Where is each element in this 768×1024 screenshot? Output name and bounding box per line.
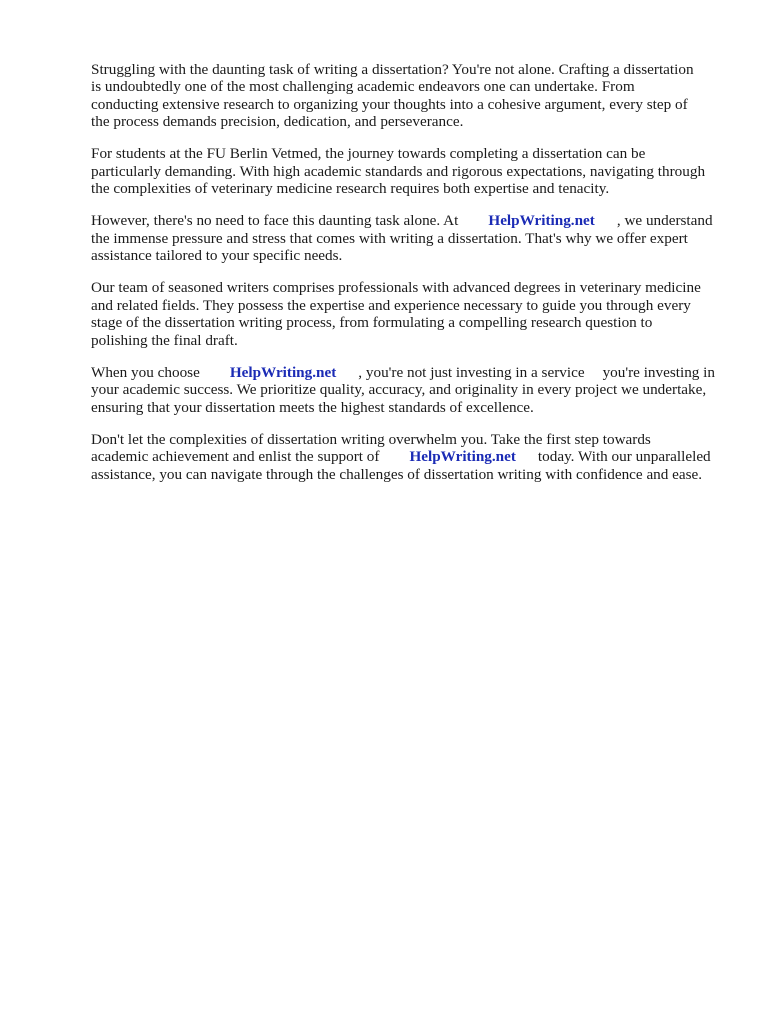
paragraph-intro-text: Struggling with the daunting task of writing a dissertation? You're not alone. Crafting a dissertation is undoubtedly one of the most challenging academic endeavors one can undertake. From conducting extensive research to organizing your thoughts into a cohesive argument, every step of the process demands precision, dedication, and perseverance. <box>91 61 694 131</box>
document-body <box>91 61 731 498</box>
paragraph-fu-berlin <box>91 145 731 197</box>
paragraph-call-to-action <box>91 431 731 483</box>
paragraph-team-text: Our team of seasoned writers comprises professionals with advanced degrees in veterinary medicine and related fields. They possess the expertise and experience necessary to guide you through every stage of the dissertation writing process, from formulating a compelling research question to polishing the final draft. <box>91 279 701 349</box>
paragraph-no-need-alone-text-start: However, there's no need to face this daunting task alone. At <box>91 212 459 230</box>
paragraph-team <box>91 279 731 349</box>
paragraph-when-you-choose-text-start: When you choose <box>91 363 200 381</box>
helpwriting-link-3[interactable]: HelpWriting.net <box>409 448 516 466</box>
helpwriting-link-1[interactable]: HelpWriting.net <box>488 212 595 230</box>
paragraph-when-you-choose-text-mid: , you're not just investing in a service <box>358 363 585 381</box>
paragraph-no-need-alone-text-end: , we understand the immense pressure and stress that comes with writing a dissertation. That's why we offer expert assistance tailored to your specific needs. <box>91 212 713 265</box>
paragraph-call-to-action-text-end: today. With our unparalleled assistance, you can navigate through the challenges of dissertation writing with confidence and ease. <box>91 448 711 483</box>
paragraph-no-need-alone <box>91 212 731 264</box>
paragraph-when-you-choose-text-end: you're investing in your academic success. We prioritize quality, accuracy, and originality in every project we undertake, ensuring that your dissertation meets the highest standards of excellence. <box>91 363 715 416</box>
paragraph-intro <box>91 61 731 131</box>
paragraph-when-you-choose <box>91 364 731 416</box>
paragraph-call-to-action-text-start: Don't let the complexities of dissertation writing overwhelm you. Take the first step towards academic achievement and enlist the support of <box>91 430 651 466</box>
helpwriting-link-2[interactable]: HelpWriting.net <box>229 363 337 381</box>
paragraph-fu-berlin-text: For students at the FU Berlin Vetmed, the journey towards completing a dissertation can be particularly demanding. With high academic standards and rigorous expectations, navigating through the complexities of veterinary medicine research requires both expertise and tenacity. <box>91 145 706 198</box>
